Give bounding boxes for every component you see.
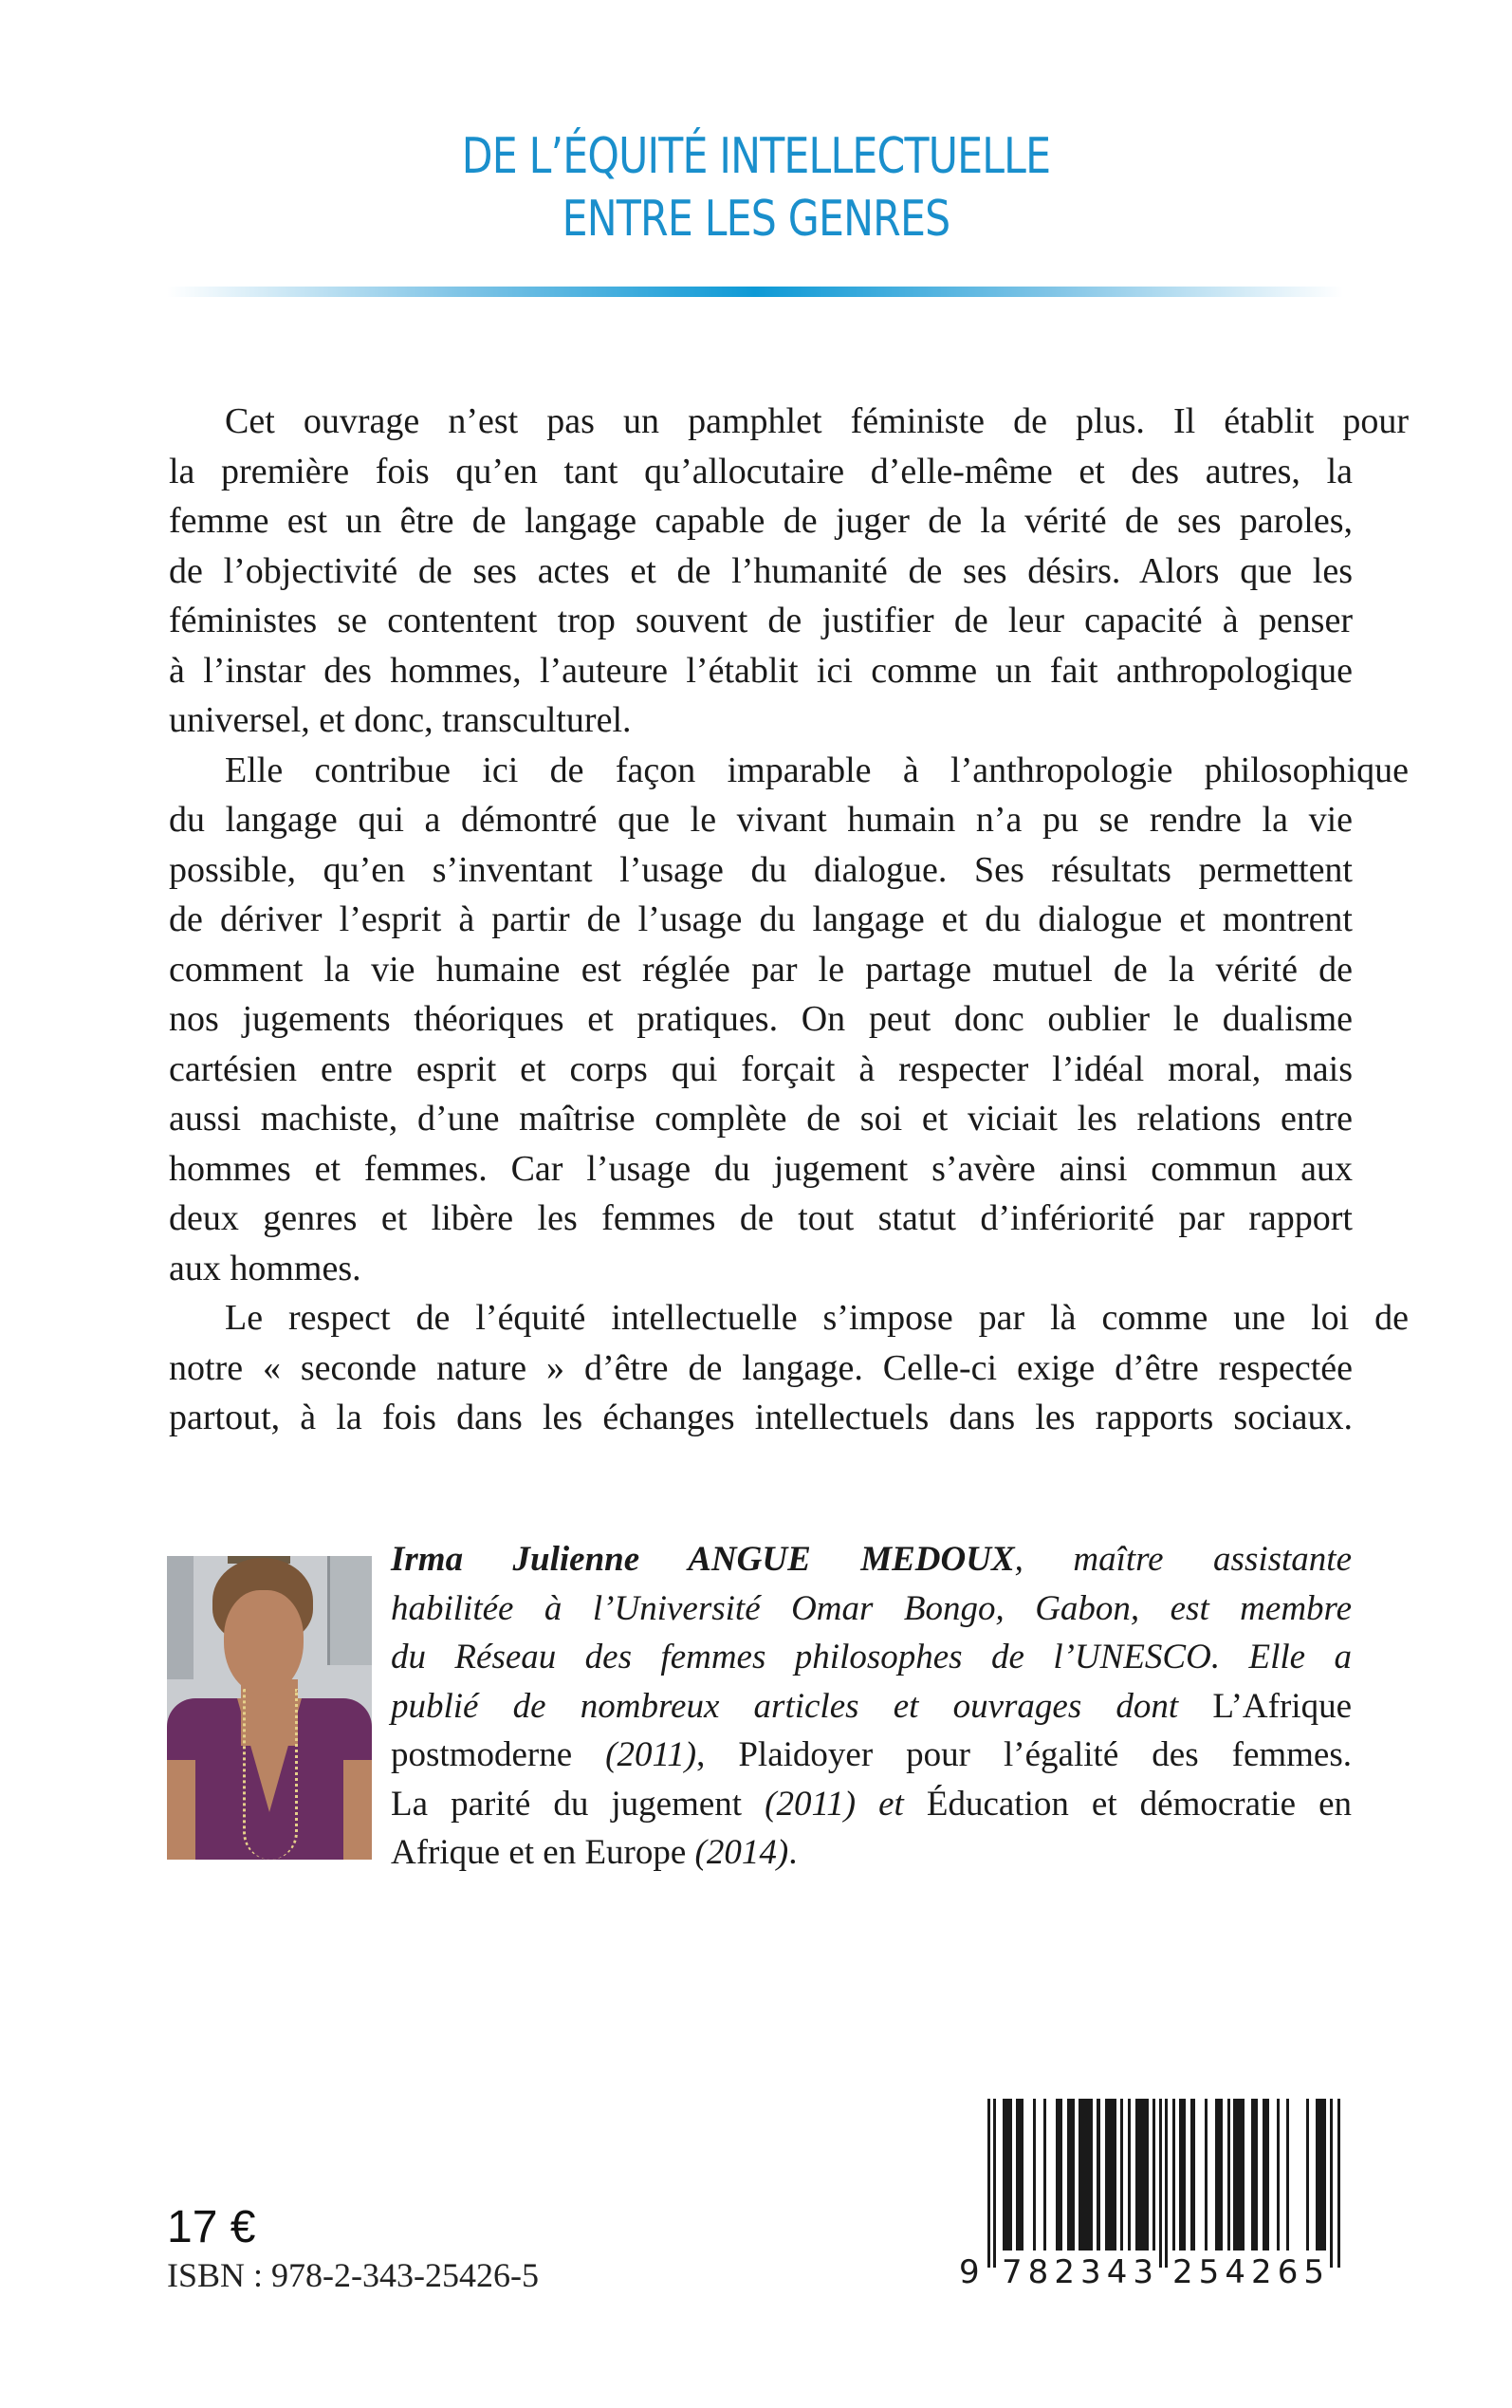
blurb-line: aux hommes.: [169, 1248, 361, 1288]
barcode-right-digits: 254265: [1172, 2253, 1324, 2288]
title-line-1: DE L’ÉQUITÉ INTELLECTUELLE: [461, 128, 1051, 185]
book-title-ref: , Plaidoyer pour l’égalité des femmes.: [696, 1735, 1352, 1774]
book-title-ref: Afrique et en Europe: [391, 1833, 695, 1872]
title-line-2: ENTRE LES GENRES: [562, 191, 950, 248]
bio-text: publié de nombreux articles et ouvrages dont: [391, 1686, 1213, 1726]
isbn: ISBN : 978-2-343-25426-5: [167, 2256, 539, 2294]
blurb-line: universel, et donc, transculturel.: [169, 700, 632, 740]
blurb-line: nos jugements théoriques et pratiques. On peut donc oublier le dualisme: [169, 999, 1353, 1039]
bio-text: habilitée à l’Université Omar Bongo, Gabon, est membre: [391, 1588, 1352, 1628]
bio-line: [391, 1780, 1352, 1829]
blurb-line: aussi machiste, d’une maîtrise complète de soi et viciait les relations entre: [169, 1099, 1353, 1139]
barcode-first-digit: 9: [959, 2253, 980, 2288]
blurb-line: Le respect de l’équité intellectuelle s’impose par là comme une loi de: [225, 1298, 1409, 1338]
book-title-ref: La parité du jugement: [391, 1784, 765, 1824]
blurb-line: la première fois qu’en tant qu’allocutaire d’elle-même et des autres, la: [169, 451, 1353, 491]
blurb-line: cartésien entre esprit et corps qui forçait à respecter l’idéal moral, mais: [169, 1048, 1353, 1089]
year: (2011): [605, 1735, 697, 1774]
arm-shape: [343, 1760, 372, 1860]
book-title: [0, 125, 1512, 250]
necklace-shape: [243, 1689, 298, 1860]
blurb-line: Elle contribue ici de façon imparable à l’anthropologie philosophique: [225, 750, 1409, 790]
blurb-line: du langage qui a démontré que le vivant humain n’a pu se rendre la vie: [169, 800, 1353, 840]
blurb-line: Cet ouvrage n’est pas un pamphlet féministe de plus. Il établit pour: [225, 401, 1409, 441]
bio-line: [391, 1584, 1352, 1634]
year: (2011) et: [765, 1784, 927, 1824]
arm-shape: [167, 1760, 195, 1860]
blurb-paragraph-1: [169, 397, 1409, 746]
blurb-line: hommes et femmes. Car l’usage du jugement s’avère ainsi commun aux: [169, 1148, 1353, 1189]
book-title-ref: Éducation et démocratie en: [926, 1784, 1352, 1824]
bio-line: [391, 1682, 1352, 1732]
bio-text: .: [788, 1833, 798, 1872]
blurb-line: féministes se contentent trop souvent de justifier de leur capacité à penser: [169, 601, 1353, 640]
blurb-line: femme est un être de langage capable de juger de la vérité de ses paroles,: [169, 501, 1353, 541]
title-gradient-rule: [167, 287, 1343, 297]
window-shape: [167, 1556, 194, 1679]
blurb-line: à l’instar des hommes, l’auteure l’établit ici comme un fait anthropologique: [169, 650, 1353, 691]
blurb-paragraph-3: [169, 1293, 1409, 1443]
barcode-icon: [956, 2099, 1355, 2288]
year: (2014): [694, 1833, 789, 1872]
bio-line: [391, 1535, 1352, 1584]
blurb-paragraph-2: [169, 746, 1409, 1294]
book-title-ref: postmoderne: [391, 1735, 606, 1774]
bio-line: [391, 1828, 1352, 1878]
back-cover-blurb: [169, 397, 1409, 1443]
book-title-ref: L’Afrique: [1212, 1686, 1352, 1726]
barcode-left-digits: 782343: [1002, 2253, 1153, 2288]
bio-line: [391, 1633, 1352, 1682]
author-photo: [167, 1556, 372, 1860]
author-name: Irma Julienne ANGUE MEDOUX: [391, 1540, 1015, 1579]
blurb-line: notre « seconde nature » d’être de langage. Celle-ci exige d’être respectée: [169, 1347, 1353, 1388]
blurb-line: de l’objectivité de ses actes et de l’humanité de ses désirs. Alors que les: [169, 550, 1353, 591]
ean13-barcode-graphic: [956, 2099, 1355, 2288]
author-bio: [391, 1535, 1352, 1878]
price: 17 €: [167, 2202, 256, 2252]
bio-text: , maître assistante: [1014, 1540, 1353, 1579]
blurb-line: partout, à la fois dans les échanges intellectuels dans les rapports sociaux.: [169, 1398, 1353, 1437]
blurb-line: comment la vie humaine est réglée par le partage mutuel de la vérité de: [169, 949, 1353, 990]
blurb-line: de dériver l’esprit à partir de l’usage du langage et du dialogue et montrent: [169, 899, 1353, 939]
window-shape: [327, 1556, 372, 1665]
blurb-line: possible, qu’en s’inventant l’usage du dialogue. Ses résultats permettent: [169, 849, 1353, 890]
blurb-line: deux genres et libère les femmes de tout statut d’infériorité par rapport: [169, 1198, 1353, 1238]
face-shape: [224, 1590, 304, 1695]
bio-text: du Réseau des femmes philosophes de l’UNESCO. Elle a: [391, 1638, 1352, 1676]
bio-line: [391, 1731, 1352, 1780]
